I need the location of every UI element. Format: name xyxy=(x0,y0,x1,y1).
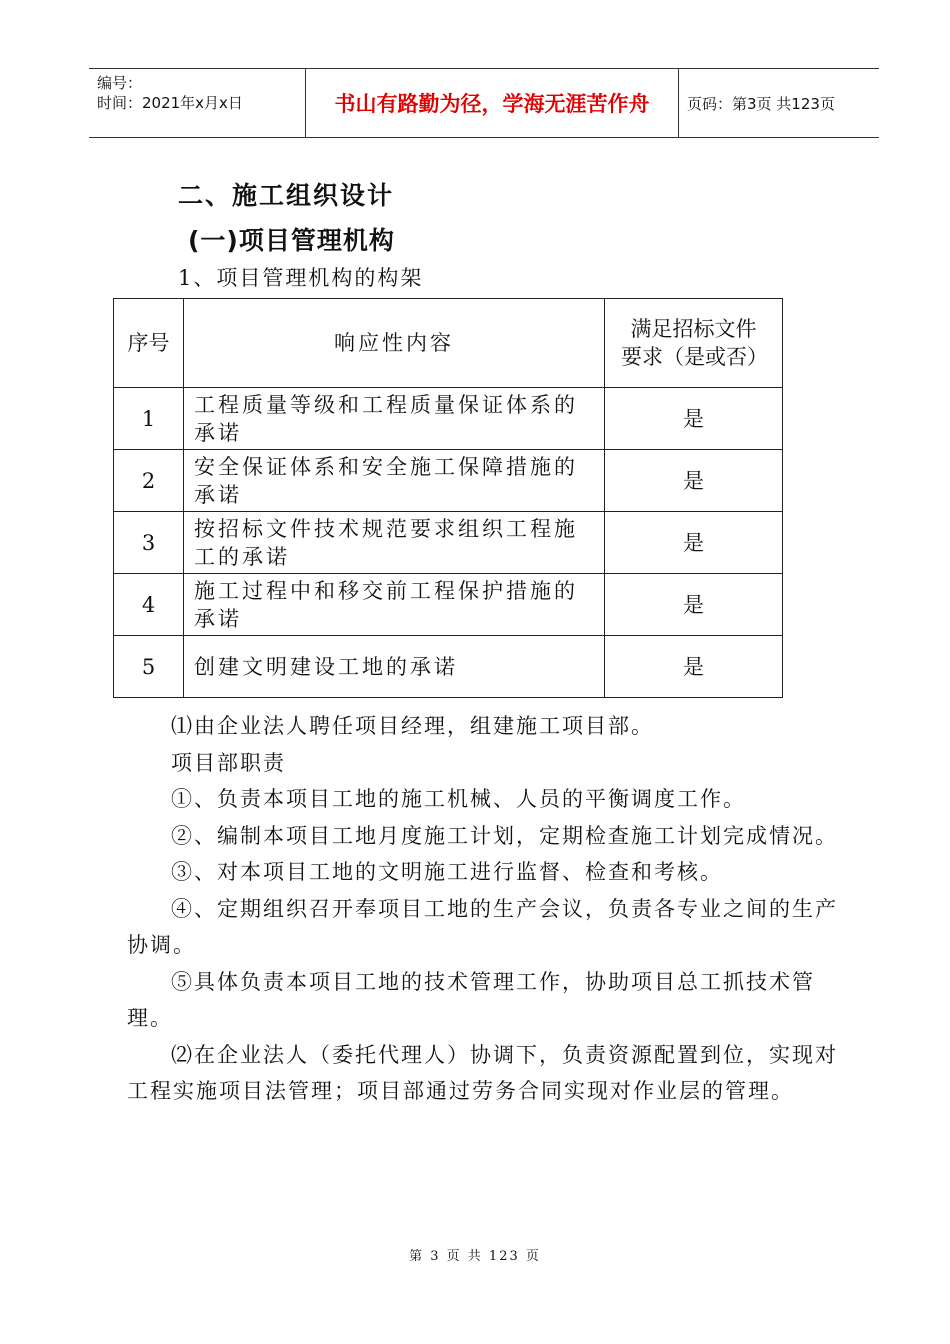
paragraph: ④、定期组织召开奉项目工地的生产会议，负责各专业之间的生产协调。 xyxy=(127,896,838,957)
paragraph: ⑵在企业法人（委托代理人）协调下，负责资源配置到位，实现对工程实施项目法管理；项目部通过劳务合同实现对作业层的管理。 xyxy=(127,1042,838,1103)
table-header-cell: 序号 xyxy=(114,299,184,388)
row-answer: 是 xyxy=(605,636,783,698)
body-text xyxy=(127,708,847,1110)
table-row xyxy=(114,636,783,698)
row-content: 创建文明建设工地的承诺 xyxy=(184,636,605,698)
row-content: 工程质量等级和工程质量保证体系的承诺 xyxy=(184,388,605,450)
table-header-cell: 满足招标文件要求（是或否） xyxy=(605,299,783,388)
header-time: 时间：2021年x月x日 xyxy=(97,94,243,112)
row-answer: 是 xyxy=(605,450,783,512)
row-number: 1 xyxy=(114,388,184,450)
paragraph: 项目部职责 xyxy=(171,750,286,775)
header-page-number: 页码：第3页 共123页 xyxy=(687,94,835,113)
row-number: 4 xyxy=(114,574,184,636)
row-answer: 是 xyxy=(605,512,783,574)
row-answer: 是 xyxy=(605,574,783,636)
header-meta xyxy=(89,69,306,137)
table-header-cell: 响应性内容 xyxy=(184,299,605,388)
section-title: 二、施工组织设计 xyxy=(178,181,395,210)
row-content: 施工过程中和移交前工程保护措施的承诺 xyxy=(184,574,605,636)
row-number: 3 xyxy=(114,512,184,574)
header-motto: 书山有路勤为径，学海无涯苦作舟 xyxy=(306,69,679,137)
page-header xyxy=(89,68,879,138)
response-table xyxy=(113,298,783,698)
row-number: 2 xyxy=(114,450,184,512)
table-header-row xyxy=(114,299,783,388)
table-row xyxy=(114,512,783,574)
paragraph: ②、编制本项目工地月度施工计划，定期检查施工计划完成情况。 xyxy=(171,823,838,848)
row-content: 安全保证体系和安全施工保障措施的承诺 xyxy=(184,450,605,512)
row-content: 按招标文件技术规范要求组织工程施工的承诺 xyxy=(184,512,605,574)
subsection-title: (一)项目管理机构 xyxy=(188,226,395,255)
row-number: 5 xyxy=(114,636,184,698)
header-number: 编号： xyxy=(97,74,143,92)
paragraph: ⑤具体负责本项目工地的技术管理工作，协助项目总工抓技术管理。 xyxy=(127,969,815,1030)
row-answer: 是 xyxy=(605,388,783,450)
table-row xyxy=(114,450,783,512)
paragraph: ⑴由企业法人聘任项目经理，组建施工项目部。 xyxy=(171,714,654,738)
paragraph: ③、对本项目工地的文明施工进行监督、检查和考核。 xyxy=(171,860,723,884)
page-footer: 第 3 页 共 123 页 xyxy=(409,1249,541,1264)
table-row xyxy=(114,388,783,450)
paragraph: ①、负责本项目工地的施工机械、人员的平衡调度工作。 xyxy=(171,787,746,811)
table-row xyxy=(114,574,783,636)
item-title: 1、项目管理机构的构架 xyxy=(178,266,424,290)
